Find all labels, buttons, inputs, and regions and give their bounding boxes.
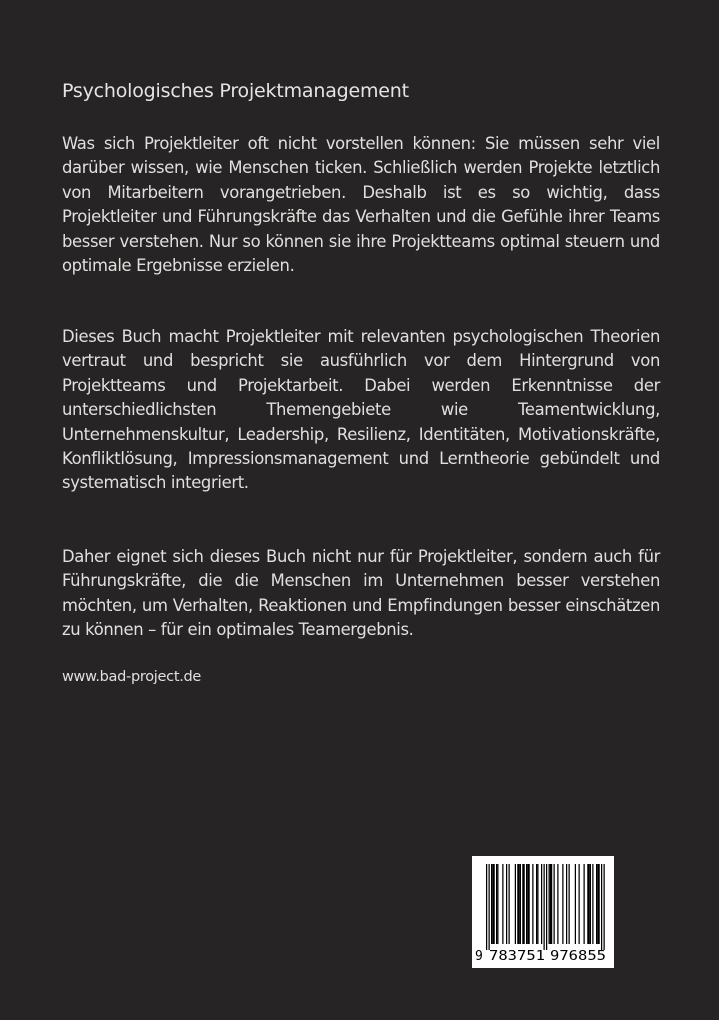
barcode-left-digits: 783751: [489, 949, 545, 964]
barcode-bar: [522, 864, 523, 944]
barcode-bar: [497, 864, 498, 944]
barcode-bar: [519, 864, 520, 944]
barcode-bar: [524, 864, 525, 944]
barcode-bar: [520, 864, 521, 944]
barcode-bar: [557, 864, 558, 944]
barcode-bar: [599, 864, 600, 944]
barcode-bar: [527, 864, 528, 944]
barcode-bar: [537, 864, 538, 944]
barcode-bar: [541, 864, 542, 944]
blurb-paragraph-2: Dieses Buch macht Projektleiter mit relevanten psychologischen Theorien vertraut und bespricht sie ausführlich vor dem Hintergrund von Projektteams und Projektarbeit. Dabei werden Erkenntnisse der unterschiedlichsten Themengebiete wie Teamentwicklung, Unternehmenskultur, Leadership, Resilienz, Identitäten, Motivationskräfte, Konfliktlösung, Impressionsmanagement und Lerntheorie gebündelt und systematisch integriert.: [62, 327, 660, 493]
barcode-graphic: [472, 856, 614, 968]
barcode-bar: [604, 864, 605, 950]
barcode-right-digits: 976855: [550, 949, 606, 964]
barcode-bar: [584, 864, 585, 944]
blurb-paragraph-3: Daher eignet sich dieses Buch nicht nur für Projektleiter, sondern auch für Führungskräfte, die die Menschen im Unternehmen besser verstehen möchten, um Verhalten, Reaktionen und Empfindungen besser einschätzen zu können – für ein optimales Teamergebnis.: [62, 547, 660, 640]
barcode-bar: [492, 864, 493, 944]
barcode-bar: [496, 864, 497, 944]
barcode-bar: [550, 864, 551, 944]
barcode-bar: [551, 864, 552, 944]
barcode-bar: [502, 864, 503, 944]
barcode-bar: [489, 864, 490, 950]
barcode-bar: [532, 864, 533, 944]
barcode-bar: [515, 864, 516, 944]
barcode-bar: [569, 864, 570, 944]
barcode-bar: [549, 864, 550, 944]
barcode-bar: [601, 864, 602, 950]
barcode-bar: [596, 864, 597, 944]
barcode-bar: [562, 864, 563, 944]
barcode-bar: [486, 864, 487, 950]
isbn-barcode: [472, 856, 614, 968]
barcode-bar: [566, 864, 567, 944]
barcode-bar: [554, 864, 555, 944]
barcode-bar: [529, 864, 530, 944]
barcode-bar: [587, 864, 588, 944]
website-url: www.bad-project.de: [62, 669, 202, 685]
barcode-bar: [506, 864, 507, 944]
barcode-bar: [589, 864, 590, 944]
barcode-bar: [579, 864, 580, 944]
barcode-first-digit: 9: [475, 949, 483, 964]
barcode-bar: [597, 864, 598, 944]
barcode-bar: [517, 864, 518, 944]
barcode-bar: [494, 864, 495, 944]
book-title: Psychologisches Projektmanagement: [62, 80, 409, 102]
barcode-bar: [544, 864, 545, 950]
blurb-paragraph-1: Was sich Projektleiter oft nicht vorstellen können: Sie müssen sehr viel darüber wissen, wie Menschen ticken. Schließlich werden Projekte letztlich von Mitarbeitern vorangetrieben. Deshalb ist es so wichtig, dass Projektleiter und Führungskräfte das Verhalten und die Gefühle ihrer Teams besser verstehen. Nur so können sie ihre Projektteams optimal steuern und optimale Ergebnisse erzielen.: [62, 134, 660, 276]
barcode-bar: [536, 864, 537, 944]
barcode-bar: [526, 864, 527, 944]
barcode-bar: [592, 864, 593, 944]
barcode-bar: [509, 864, 510, 944]
barcode-bars: [486, 864, 605, 950]
barcode-bar: [575, 864, 576, 944]
barcode-bar: [546, 864, 547, 950]
barcode-bar: [590, 864, 591, 944]
barcode-bar: [491, 864, 492, 944]
